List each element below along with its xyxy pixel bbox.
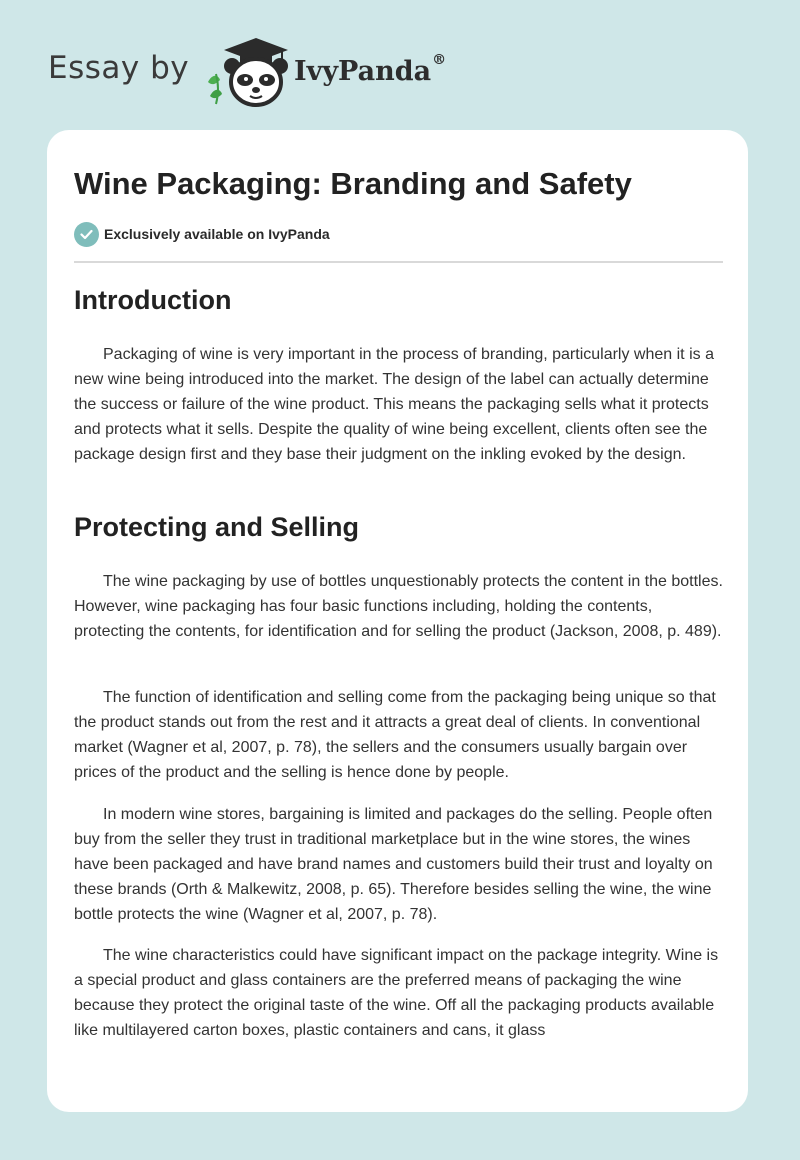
section-heading-protecting-and-selling: Protecting and Selling	[74, 512, 360, 542]
exclusive-badge	[74, 221, 330, 247]
title-divider	[74, 261, 723, 263]
ivypanda-logo-text[interactable]: IvyPanda®	[294, 52, 447, 87]
panda-graduate-icon	[202, 34, 294, 110]
site-header	[48, 30, 548, 110]
check-icon	[74, 222, 99, 247]
registered-mark: ®	[432, 52, 447, 68]
paragraph: In modern wine stores, bargaining is limited and packages do the selling. People often buy from the seller they trust in traditional marketplace but in the wine stores, the wines have been packaged and have brand names and customers build their trust and loyalty on these brands (Orth & Malkewitz, 2008, p. 65). Therefore besides selling the wine, the wine bottle protects the wine (Wagner et al, 2007, p. 78).	[74, 806, 713, 923]
paragraph: The wine characteristics could have significant impact on the package integrity. Wine is a special product and glass containers are the preferred means of packaging the wine because they protect the original taste of the wine. Off all the packaging products available like multilayered carton boxes, plastic containers and cans, it glass	[74, 947, 719, 1039]
exclusive-label: Exclusively available on IvyPanda	[104, 226, 330, 242]
section-heading-introduction: Introduction	[74, 285, 232, 315]
paragraph: Packaging of wine is very important in the process of branding, particularly when it is a new wine being introduced into the market. The design of the label can actually determine the success or failure of the wine product. This means the packaging sells what it protects and protects what it sells. Despite the quality of wine being excellent, clients often see the package design first and they base their judgment on the inkling evoked by the design.	[74, 346, 714, 463]
paragraph: The function of identification and selling come from the packaging being unique so that the product stands out from the rest and it attracts a great deal of clients. In conventional market (Wagner et al, 2007, p. 78), the sellers and the consumers usually bargain over prices of the product and the selling is hence done by people.	[74, 689, 716, 781]
page-title: Wine Packaging: Branding and Safety	[74, 166, 632, 201]
paragraph: The wine packaging by use of bottles unquestionably protects the content in the bottles. However, wine packaging has four basic functions including, holding the contents, protecting the contents, for identification and for selling the product (Jackson, 2008, p. 489).	[74, 573, 723, 640]
essay-by-label: Essay by	[48, 50, 190, 86]
essay-card	[47, 130, 748, 1112]
